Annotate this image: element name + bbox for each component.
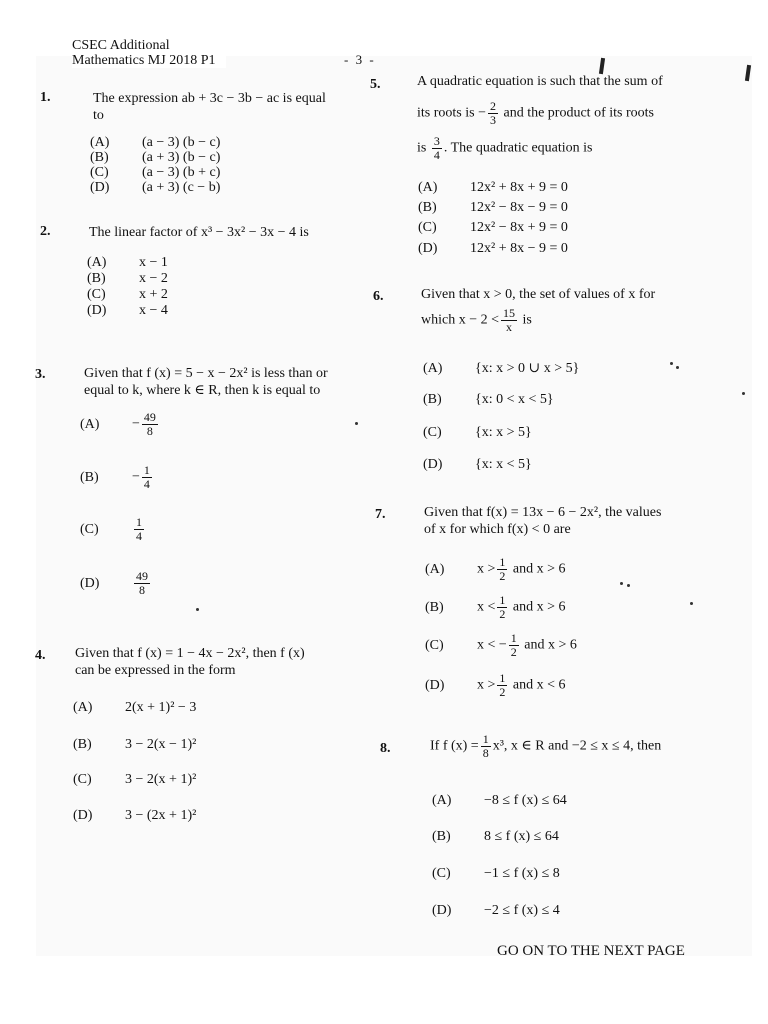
question-5-number: 5. (370, 77, 381, 92)
q4-option-a: (A) 2(x + 1)² − 3 (73, 700, 197, 715)
q3-option-a: (A) − $\frac{49}{8}$ (80, 410, 156, 438)
question-5-stem: A quadratic equation is such that the sum of its roots is − $\frac{2}{3}$ and the product of its roots is $\frac{3}{4}$ . The quadratic equation is (417, 74, 663, 162)
q1-option-a: (A) (a − 3) (b − c) (90, 135, 221, 150)
scan-speck (196, 608, 199, 611)
q8-option-c: (C) −1 ≤ f (x) ≤ 8 (432, 866, 560, 881)
header-line-2: Mathematics MJ 2018 P1 (72, 53, 216, 68)
question-2-stem: The linear factor of x³ − 3x² − 3x − 4 is (89, 225, 309, 240)
scan-speck (676, 366, 679, 369)
q8-option-a: (A) −8 ≤ f (x) ≤ 64 (432, 793, 567, 808)
q6-option-b: (B) {x: 0 < x < 5} (423, 392, 554, 407)
q2-option-c: (C) x + 2 (87, 287, 168, 302)
question-8-number: 8. (380, 741, 391, 756)
question-3-stem: Given that f (x) = 5 − x − 2x² is less than or equal to k, where k ∈ R, then k is equal to (84, 366, 328, 398)
scan-speck (690, 602, 693, 605)
q1-option-b: (B) (a + 3) (b − c) (90, 150, 221, 165)
q7-option-b: (B) x < $\frac{1}{2}$ and x > 6 (425, 593, 566, 621)
question-8-stem: If f (x) = $\frac{1}{8}$ x³, x ∈ R and −2 ≤ x ≤ 4, then (430, 732, 662, 760)
question-2-number: 2. (40, 224, 51, 239)
q3-option-d: (D) $\frac{49}{8}$ (80, 569, 148, 597)
question-1-stem: The expression ab + 3c − 3b − ac is equal to (93, 91, 326, 123)
q4-option-c: (C) 3 − 2(x + 1)² (73, 772, 197, 787)
q7-option-d: (D) x > $\frac{1}{2}$ and x < 6 (425, 671, 566, 699)
scan-speck (742, 392, 745, 395)
question-4-number: 4. (35, 648, 46, 663)
q3-option-b: (B) − $\frac{1}{4}$ (80, 463, 150, 491)
q6-option-a: (A) {x: x > 0 ∪ x > 5} (423, 361, 580, 376)
q6-option-d: (D) {x: x < 5} (423, 457, 532, 472)
document-header (72, 38, 226, 68)
q8-option-d: (D) −2 ≤ f (x) ≤ 4 (432, 903, 560, 918)
header-line-1: CSEC Additional (72, 38, 170, 53)
scan-speck (355, 422, 358, 425)
q2-option-b: (B) x − 2 (87, 271, 168, 286)
q5-option-c: (C) 12x² − 8x + 9 = 0 (418, 220, 568, 235)
q7-option-c: (C) x < − $\frac{1}{2}$ and x > 6 (425, 631, 577, 659)
q4-option-b: (B) 3 − 2(x − 1)² (73, 737, 197, 752)
question-4-stem: Given that f (x) = 1 − 4x − 2x², then f (x) can be expressed in the form (75, 646, 305, 678)
scan-speck (670, 362, 673, 365)
q4-option-d: (D) 3 − (2x + 1)² (73, 808, 197, 823)
scan-speck (620, 582, 623, 585)
q6-option-c: (C) {x: x > 5} (423, 425, 532, 440)
q1-option-d: (D) (a + 3) (c − b) (90, 180, 221, 195)
question-6-stem: Given that x > 0, the set of values of x for which x − 2 < $\frac{15}{x}$ is (421, 287, 656, 334)
q5-option-b: (B) 12x² − 8x − 9 = 0 (418, 200, 568, 215)
question-7-number: 7. (375, 507, 386, 522)
q3-option-c: (C) $\frac{1}{4}$ (80, 515, 142, 543)
question-7-stem: Given that f(x) = 13x − 6 − 2x², the values of x for which f(x) < 0 are (424, 505, 662, 537)
q8-option-b: (B) 8 ≤ f (x) ≤ 64 (432, 829, 559, 844)
question-6-number: 6. (373, 289, 384, 304)
q5-option-d: (D) 12x² + 8x − 9 = 0 (418, 241, 568, 256)
question-3-number: 3. (35, 367, 46, 382)
page-number: - 3 - (344, 52, 376, 67)
q5-option-a: (A) 12x² + 8x + 9 = 0 (418, 180, 568, 195)
q1-option-c: (C) (a − 3) (b + c) (90, 165, 221, 180)
q2-option-d: (D) x − 4 (87, 303, 168, 318)
q7-option-a: (A) x > $\frac{1}{2}$ and x > 6 (425, 555, 566, 583)
scan-speck (627, 584, 630, 587)
q2-option-a: (A) x − 1 (87, 255, 168, 270)
next-page-footer: GO ON TO THE NEXT PAGE (497, 943, 685, 959)
question-1-number: 1. (40, 90, 51, 105)
